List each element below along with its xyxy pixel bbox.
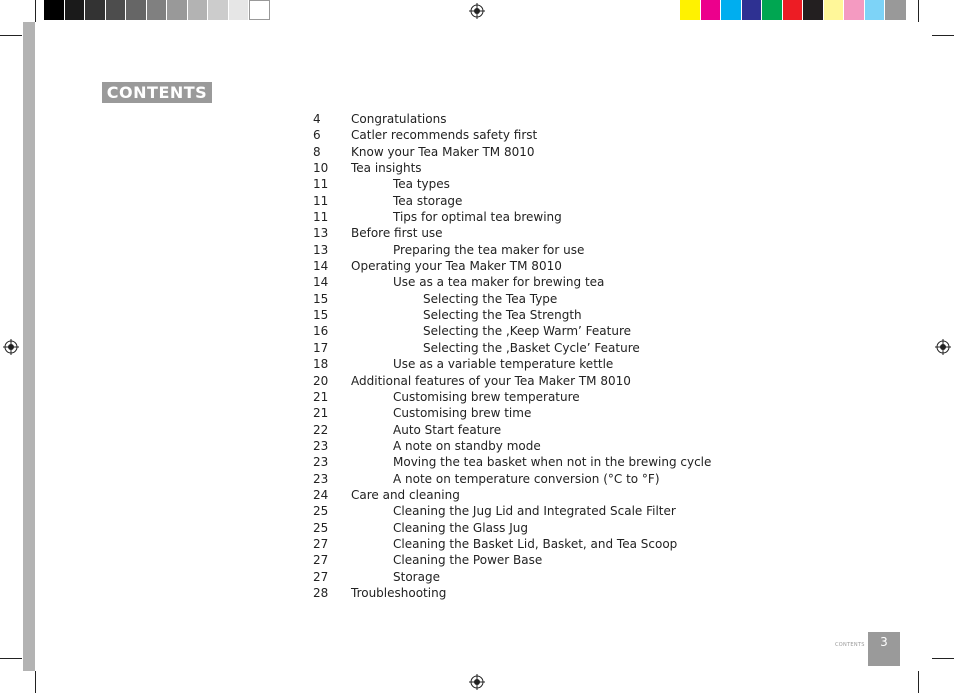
crop-mark [932, 658, 954, 659]
toc-entry [313, 373, 833, 389]
table-of-contents [313, 111, 833, 601]
toc-entry [313, 209, 833, 225]
toc-page-number: 11 [313, 193, 329, 208]
toc-title: A note on temperature conversion (°C to °F) [393, 471, 660, 486]
toc-title: Customising brew time [393, 406, 532, 421]
toc-page-number: 23 [313, 438, 329, 453]
toc-entry [313, 160, 833, 176]
color-swatch [865, 0, 886, 20]
toc-page-number: 15 [313, 291, 329, 306]
toc-title: Cleaning the Basket Lid, Basket, and Tea Scoop [393, 536, 678, 551]
color-swatch [762, 0, 783, 20]
toc-page-number: 16 [313, 324, 329, 339]
color-swatch [126, 0, 147, 20]
toc-entry [313, 274, 833, 290]
toc-title: Moving the tea basket when not in the brewing cycle [393, 455, 712, 470]
toc-entry [313, 520, 833, 536]
toc-page-number: 27 [313, 569, 329, 584]
toc-entry [313, 552, 833, 568]
toc-title: Storage [393, 569, 440, 584]
contents-heading: CONTENTS [102, 82, 212, 103]
color-swatch [824, 0, 845, 20]
toc-entry [313, 340, 833, 356]
toc-title: Know your Tea Maker TM 8010 [351, 144, 535, 159]
toc-page-number: 17 [313, 340, 329, 355]
registration-mark-icon [469, 674, 485, 690]
toc-entry [313, 454, 833, 470]
footer-section-label: CONTENTS [835, 642, 865, 648]
toc-page-number: 4 [313, 112, 321, 126]
toc-title: Auto Start feature [393, 422, 502, 437]
crop-mark [918, 671, 919, 693]
toc-title: Customising brew temperature [393, 389, 580, 404]
color-swatch [188, 0, 209, 20]
toc-title: A note on standby mode [393, 438, 541, 453]
toc-title: Preparing the tea maker for use [393, 242, 585, 257]
crop-mark [35, 671, 36, 693]
toc-title: Selecting the ‚Basket Cycle’ Feature [423, 340, 640, 355]
color-swatch [701, 0, 722, 20]
side-strip [23, 22, 35, 671]
toc-title: Use as a variable temperature kettle [393, 357, 614, 372]
toc-page-number: 13 [313, 242, 329, 257]
toc-title: Use as a tea maker for brewing tea [393, 275, 605, 290]
toc-entry [313, 536, 833, 552]
toc-page-number: 22 [313, 422, 329, 437]
crop-mark [0, 658, 22, 659]
crop-mark [932, 35, 954, 36]
color-swatch [229, 0, 250, 20]
toc-title: Catler recommends safety first [351, 128, 538, 143]
color-swatch [680, 0, 701, 20]
toc-page-number: 23 [313, 455, 329, 470]
toc-entry [313, 242, 833, 258]
toc-entry [313, 291, 833, 307]
toc-entry [313, 307, 833, 323]
toc-title: Tea storage [393, 193, 463, 208]
color-swatch [803, 0, 824, 20]
toc-entry [313, 405, 833, 421]
toc-title: Tea types [393, 177, 450, 192]
toc-entry [313, 585, 833, 601]
crop-mark [918, 0, 919, 22]
color-swatch [167, 0, 188, 20]
color-swatch [783, 0, 804, 20]
toc-title: Tea insights [351, 161, 422, 176]
toc-entry [313, 193, 833, 209]
toc-title: Tips for optimal tea brewing [393, 210, 562, 225]
color-swatch [721, 0, 742, 20]
toc-entry [313, 225, 833, 241]
toc-page-number: 25 [313, 520, 329, 535]
color-swatch [208, 0, 229, 20]
toc-title: Cleaning the Power Base [393, 553, 543, 568]
toc-entry [313, 127, 833, 143]
toc-title: Operating your Tea Maker TM 8010 [351, 259, 562, 274]
color-swatch-bar [680, 0, 906, 22]
color-swatch [844, 0, 865, 20]
toc-entry [313, 323, 833, 339]
toc-entry [313, 569, 833, 585]
toc-page-number: 27 [313, 553, 329, 568]
toc-title: Before first use [351, 226, 443, 241]
toc-title: Selecting the Tea Strength [423, 308, 582, 323]
toc-page-number: 10 [313, 161, 329, 176]
color-swatch [249, 0, 270, 20]
toc-entry [313, 503, 833, 519]
toc-title: Congratulations [351, 112, 447, 126]
toc-page-number: 14 [313, 259, 329, 274]
toc-page-number: 21 [313, 389, 329, 404]
toc-page-number: 14 [313, 275, 329, 290]
color-swatch [147, 0, 168, 20]
crop-mark [35, 0, 36, 22]
gray-swatch-bar [44, 0, 270, 22]
color-swatch [742, 0, 763, 20]
toc-entry [313, 356, 833, 372]
toc-page-number: 25 [313, 504, 329, 519]
toc-entry [313, 111, 833, 127]
toc-page-number: 23 [313, 471, 329, 486]
crop-mark [0, 35, 22, 36]
registration-mark-icon [469, 3, 485, 19]
registration-mark-icon [3, 339, 19, 355]
toc-entry [313, 471, 833, 487]
toc-title: Care and cleaning [351, 487, 460, 502]
color-swatch [65, 0, 86, 20]
toc-entry [313, 487, 833, 503]
toc-title: Cleaning the Jug Lid and Integrated Scale Filter [393, 504, 676, 519]
color-swatch [885, 0, 906, 20]
color-swatch [44, 0, 65, 20]
toc-page-number: 27 [313, 536, 329, 551]
toc-page-number: 11 [313, 210, 329, 225]
registration-mark-icon [935, 339, 951, 355]
toc-page-number: 15 [313, 308, 329, 323]
toc-page-number: 18 [313, 357, 329, 372]
toc-entry [313, 258, 833, 274]
toc-title: Selecting the Tea Type [423, 291, 558, 306]
toc-entry [313, 144, 833, 160]
toc-page-number: 8 [313, 144, 321, 159]
color-swatch [106, 0, 127, 20]
toc-entry [313, 438, 833, 454]
toc-page-number: 11 [313, 177, 329, 192]
toc-page-number: 21 [313, 406, 329, 421]
toc-page-number: 24 [313, 487, 329, 502]
toc-page-number: 13 [313, 226, 329, 241]
color-swatch [85, 0, 106, 20]
toc-title: Cleaning the Glass Jug [393, 520, 528, 535]
toc-page-number: 6 [313, 128, 321, 143]
toc-title: Additional features of your Tea Maker TM 8010 [351, 373, 631, 388]
toc-entry [313, 176, 833, 192]
toc-entry [313, 389, 833, 405]
toc-title: Troubleshooting [351, 585, 447, 600]
page-number: 3 [868, 632, 900, 666]
toc-entry [313, 422, 833, 438]
toc-title: Selecting the ‚Keep Warm’ Feature [423, 324, 632, 339]
toc-page-number: 28 [313, 585, 329, 600]
toc-page-number: 20 [313, 373, 329, 388]
